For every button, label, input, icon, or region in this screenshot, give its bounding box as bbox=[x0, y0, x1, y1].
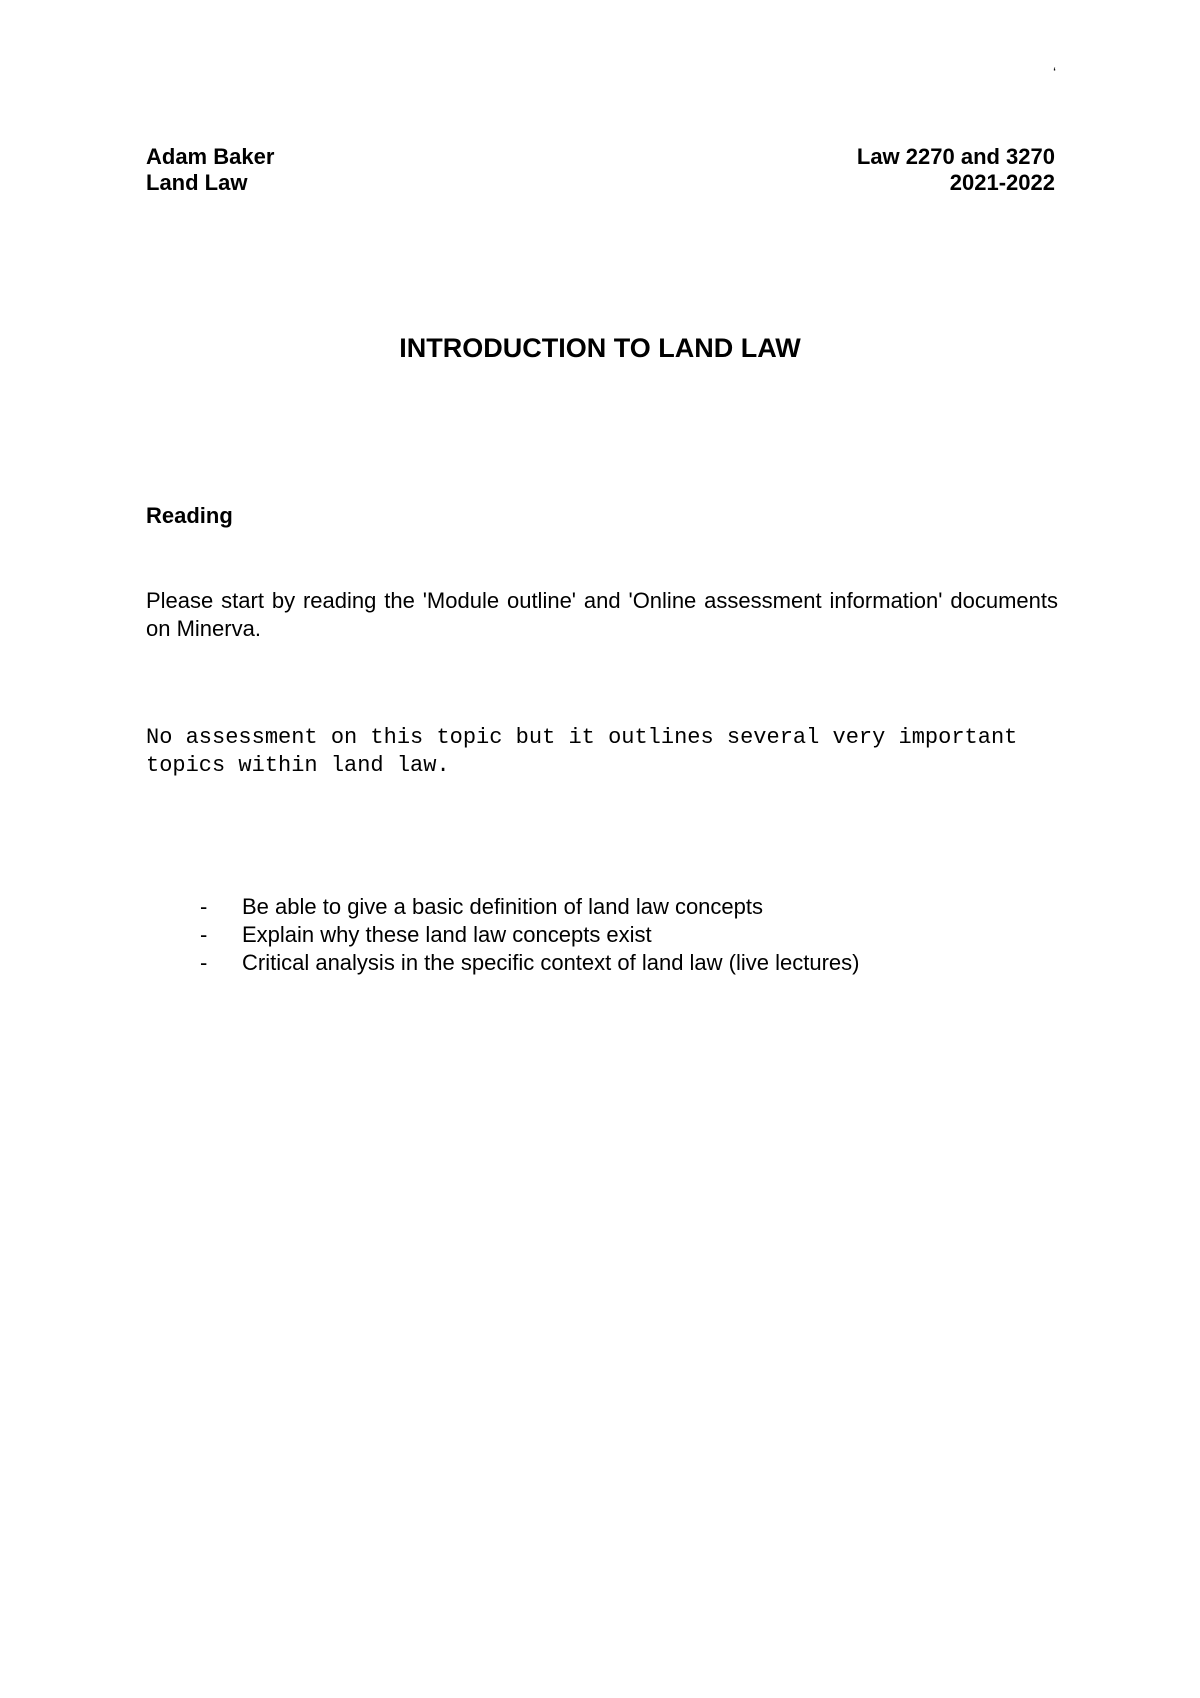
list-item bbox=[200, 949, 859, 977]
learning-outcomes-list bbox=[200, 893, 859, 977]
list-item-text: Critical analysis in the specific context of land law (live lectures) bbox=[242, 950, 860, 975]
reading-heading: Reading bbox=[146, 503, 233, 528]
module-code: Law 2270 and 3270 bbox=[856, 144, 1055, 169]
list-item bbox=[200, 921, 859, 949]
corner-mark: ‘ bbox=[1053, 64, 1057, 80]
header-right bbox=[857, 144, 1055, 196]
list-dash: - bbox=[200, 894, 208, 919]
list-dash: - bbox=[200, 950, 208, 975]
list-item-text: Explain why these land law concepts exist bbox=[242, 922, 652, 947]
list-dash: - bbox=[200, 922, 208, 947]
module-name: Land Law bbox=[146, 170, 248, 195]
reading-paragraph: Please start by reading the 'Module outline' and 'Online assessment information' documents on Minerva. bbox=[146, 588, 1058, 641]
header-left bbox=[146, 144, 274, 196]
list-item bbox=[200, 893, 859, 921]
academic-year: 2021-2022 bbox=[949, 170, 1055, 195]
page-title: INTRODUCTION TO LAND LAW bbox=[399, 333, 801, 363]
author-name: Adam Baker bbox=[146, 144, 275, 169]
assessment-note: No assessment on this topic but it outlines several very important topics within land law. bbox=[146, 725, 1018, 778]
list-item-text: Be able to give a basic definition of land law concepts bbox=[242, 894, 763, 919]
